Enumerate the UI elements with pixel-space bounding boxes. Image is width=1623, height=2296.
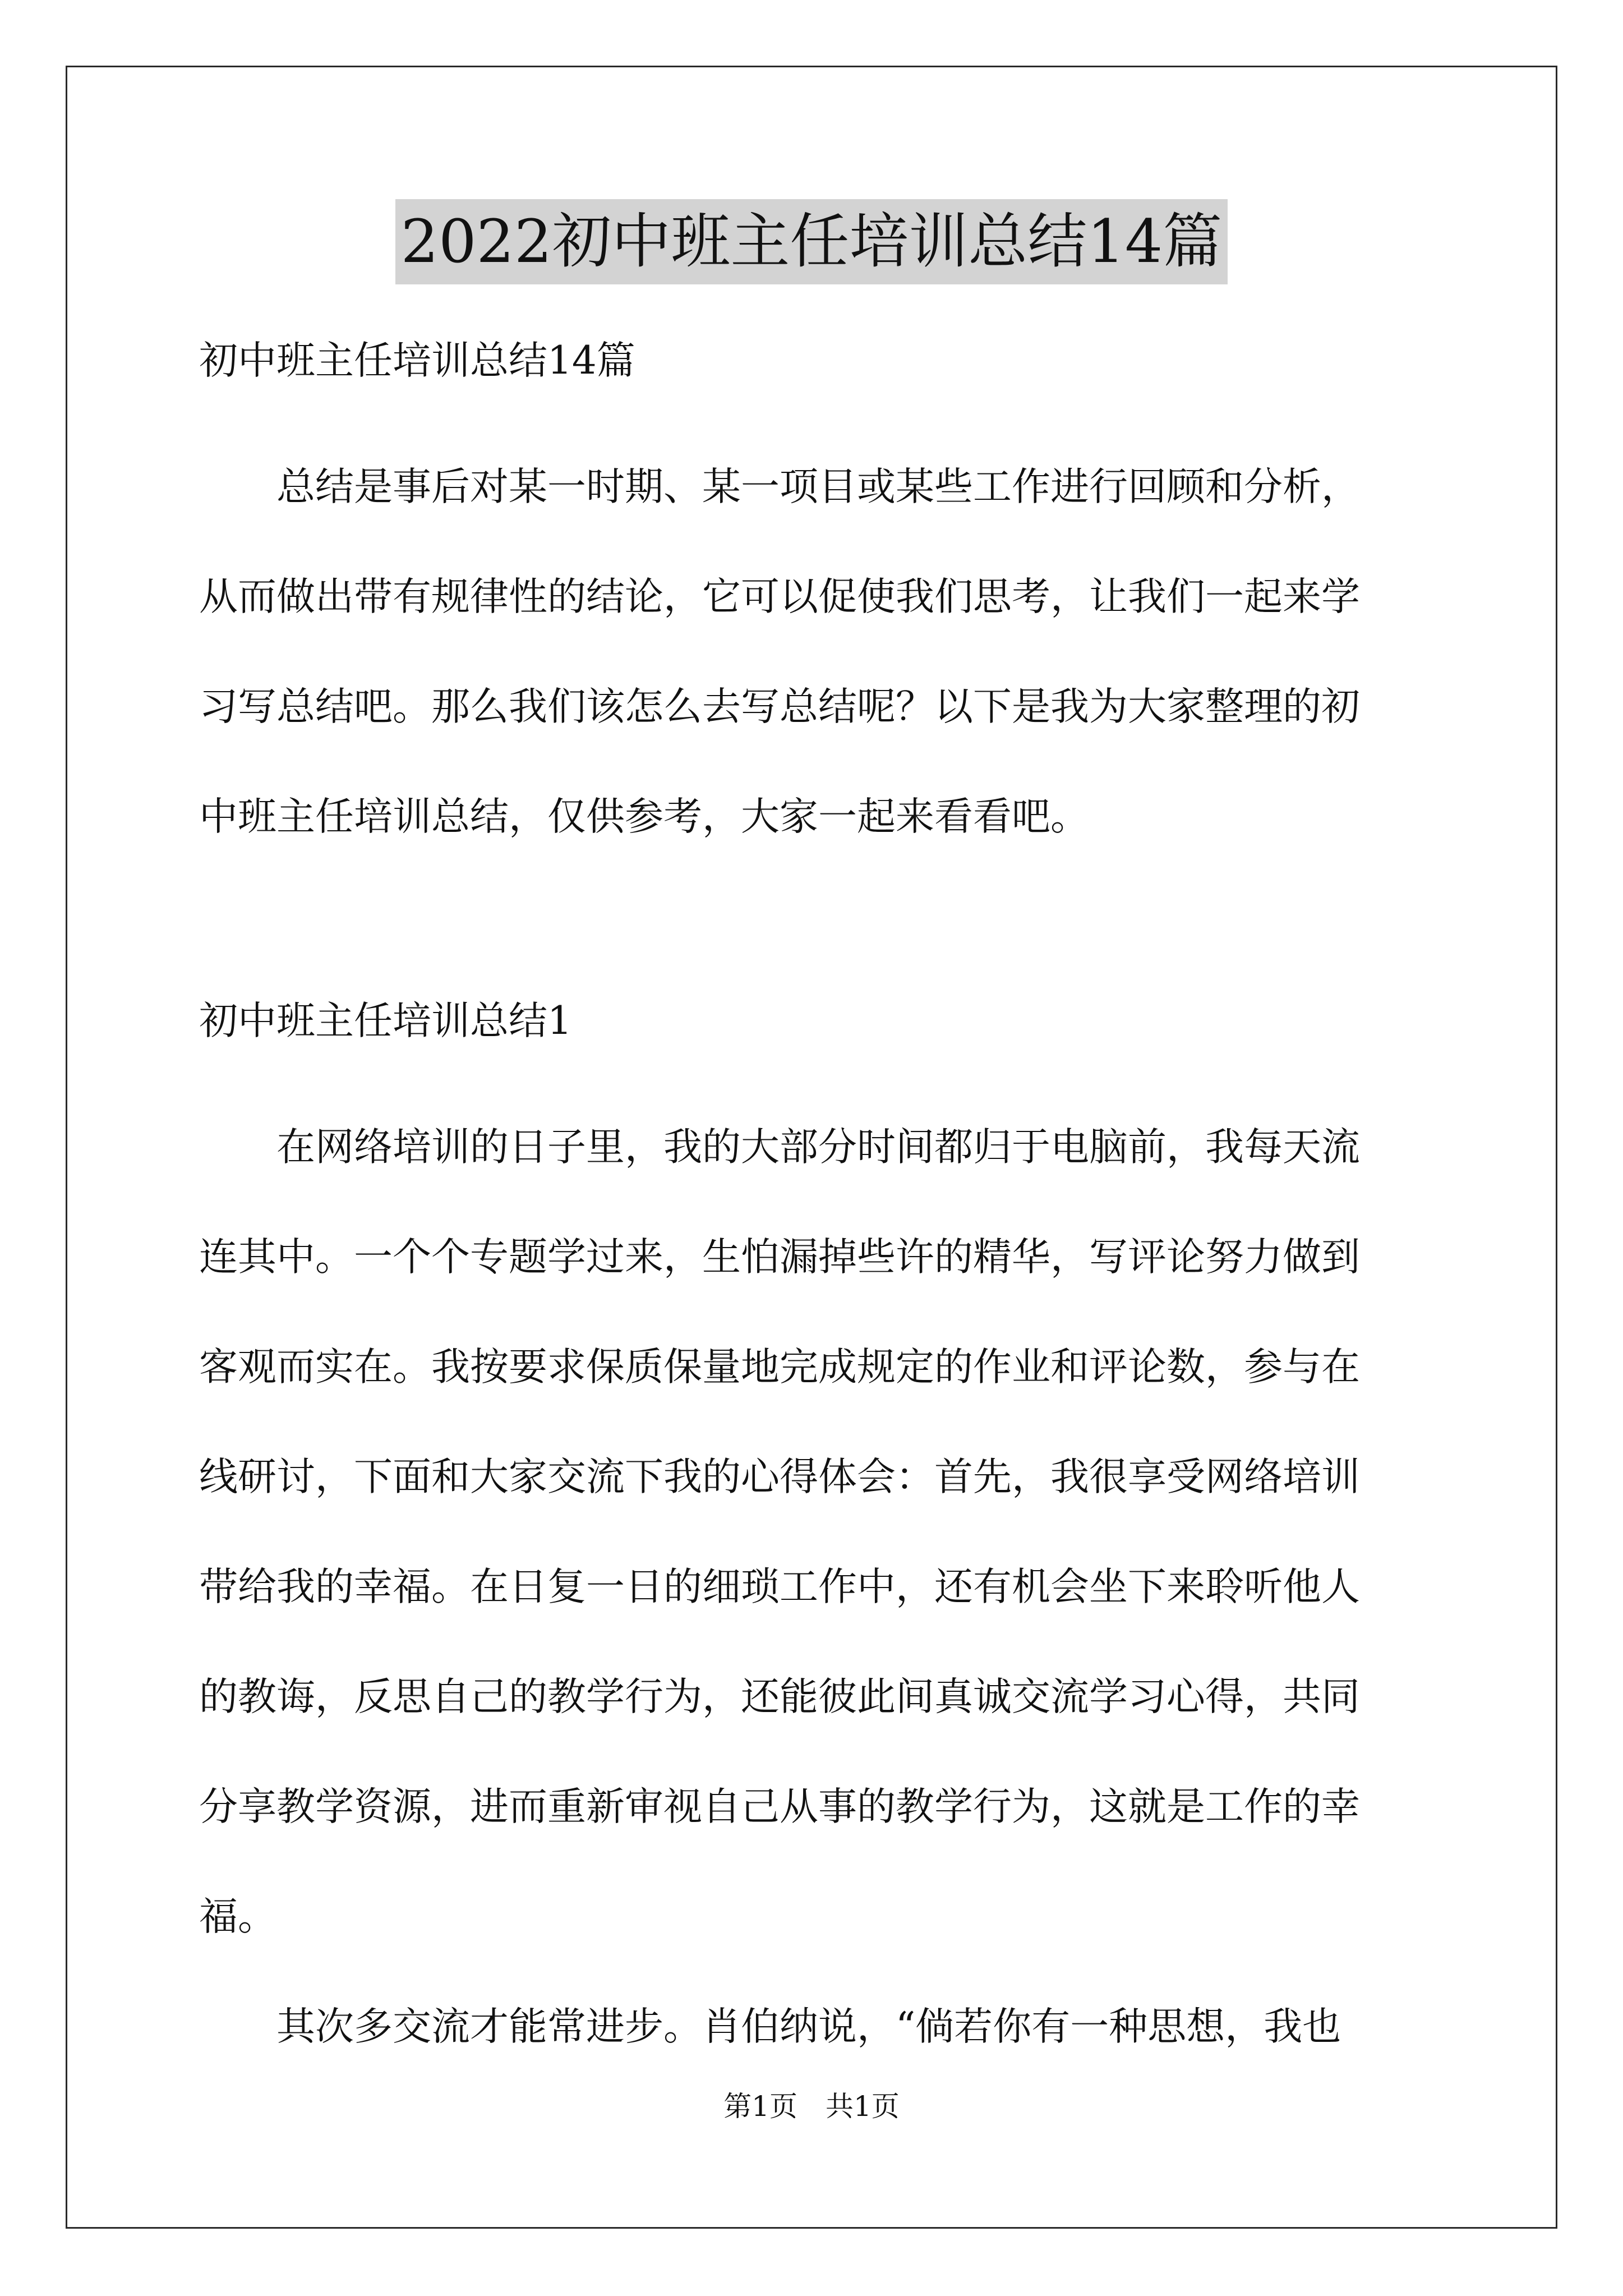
- intro-line-3: 习写总结吧。那么我们该怎么去写总结呢？以下是我为大家整理的初: [199, 684, 1360, 729]
- intro-line-2: 从而做出带有规律性的结论，它可以促使我们思考，让我们一起来学: [199, 574, 1360, 619]
- section-line-6: 的教诲，反思自己的教学行为，还能彼此间真诚交流学习心得，共同: [199, 1674, 1360, 1719]
- heading-main: 初中班主任培训总结14篇: [199, 338, 635, 383]
- section-line-5: 带给我的幸福。在日复一日的细琐工作中，还有机会坐下来聆听他人: [199, 1565, 1360, 1609]
- section-line-2: 连其中。一个个专题学过来，生怕漏掉些许的精华，写评论努力做到: [199, 1235, 1360, 1280]
- section-line-3: 客观而实在。我按要求保质保量地完成规定的作业和评论数，参与在: [199, 1345, 1360, 1389]
- title-wrap: [0, 199, 1623, 284]
- section-line-1: 在网络培训的日子里，我的大部分时间都归于电脑前，我每天流: [199, 1125, 1360, 1170]
- section-heading: 初中班主任培训总结1: [199, 999, 572, 1043]
- section-line-9: 其次多交流才能常进步。肖伯纳说，“倘若你有一种思想，我也: [199, 2004, 1341, 2049]
- intro-line-1: 总结是事后对某一时期、某一项目或某些工作进行回顾和分析，: [199, 464, 1360, 509]
- section-line-4: 线研讨，下面和大家交流下我的心得体会：首先，我很享受网络培训: [199, 1455, 1360, 1499]
- page-footer: 第1页 共1页: [723, 2090, 900, 2123]
- document-title: 2022初中班主任培训总结14篇: [395, 199, 1228, 284]
- section-line-8: 福。: [199, 1894, 276, 1939]
- section-line-7: 分享教学资源，进而重新审视自己从事的教学行为，这就是工作的幸: [199, 1784, 1360, 1829]
- intro-line-4: 中班主任培训总结，仅供参考，大家一起来看看吧。: [199, 794, 1089, 839]
